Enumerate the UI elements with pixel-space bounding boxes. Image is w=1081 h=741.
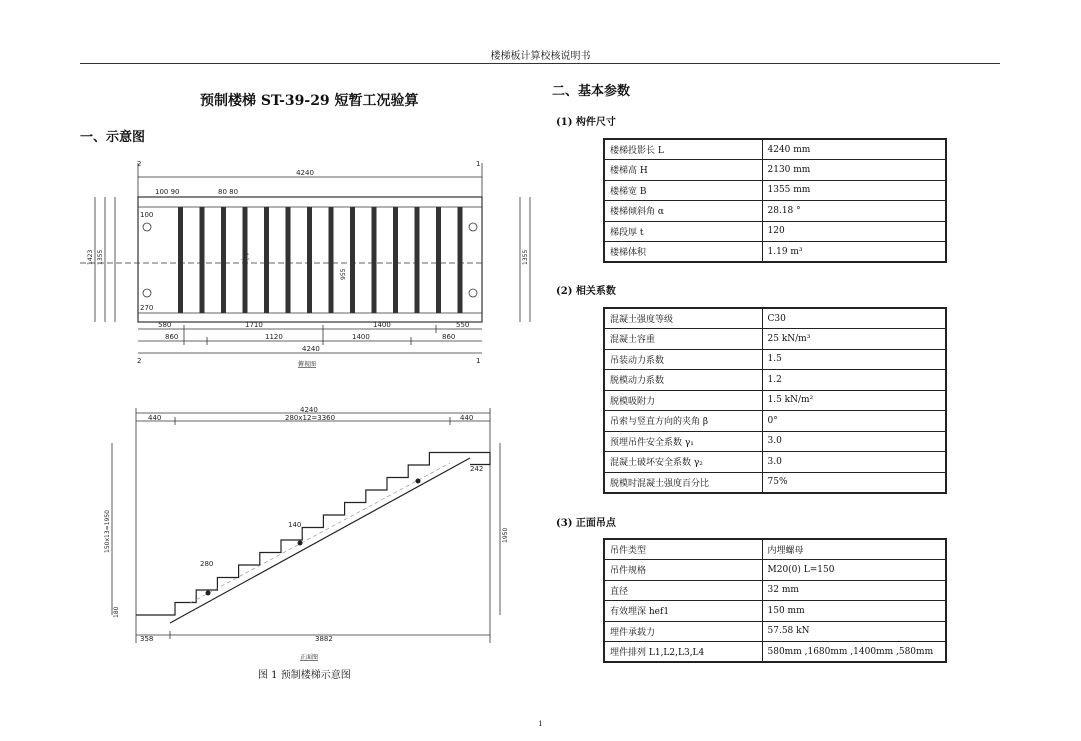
param-value: 1.5 kN/m² <box>762 390 946 411</box>
plan-step-line <box>372 207 377 313</box>
param-name: 混凝土容重 <box>604 329 762 350</box>
param-name: 直径 <box>604 580 762 601</box>
plan-view-drawing <box>80 155 540 370</box>
plan-bottom-1400: 1400 <box>373 321 391 329</box>
table-row <box>604 242 946 263</box>
param-value: 1.2 <box>762 370 946 391</box>
plan-bottom-total: 4240 <box>302 345 320 353</box>
plan-view-label: 俯视图 <box>298 361 317 368</box>
param-name: 脱模动力系数 <box>604 370 762 391</box>
param-value: 75% <box>762 472 946 493</box>
table-row <box>604 452 946 473</box>
elev-dim-280: 280 <box>200 560 214 568</box>
plan-left-1355: 1355 <box>97 249 104 265</box>
param-name: 埋件承载力 <box>604 621 762 642</box>
param-name: 楼梯体积 <box>604 242 762 263</box>
table-row <box>604 139 946 160</box>
param-value: 57.58 kN <box>762 621 946 642</box>
plan-bottom-580: 580 <box>158 321 172 329</box>
plan-dim-80-80: 80 80 <box>218 188 239 196</box>
param-name: 梯段厚 t <box>604 221 762 242</box>
plan-step-line <box>286 207 291 313</box>
elev-dim-top: 4240 <box>300 406 318 414</box>
plan-sec-2-bottom: 2 <box>137 357 142 365</box>
plan-dim-955: 955 <box>340 268 347 280</box>
plan-step-line <box>350 207 355 313</box>
plan-right-1355: 1355 <box>522 249 529 265</box>
plan-bottom-1400b: 1400 <box>352 333 370 341</box>
param-name: 脱模吸附力 <box>604 390 762 411</box>
table-coefficients <box>603 307 947 494</box>
plan-step-line <box>178 207 183 313</box>
sub-1-heading: (1) 构件尺寸 <box>556 117 616 128</box>
table-row <box>604 329 946 350</box>
elev-dim-440a: 440 <box>148 414 162 422</box>
figure-caption: 图 1 预制楼梯示意图 <box>258 670 351 681</box>
table-row <box>604 411 946 432</box>
page-title: 预制楼梯 ST-39-29 短暂工况验算 <box>200 93 419 109</box>
table-row <box>604 370 946 391</box>
table-row <box>604 431 946 452</box>
elev-dim-mid: 280x12=3360 <box>285 414 336 422</box>
param-value: 1.19 m³ <box>762 242 946 263</box>
table-row <box>604 390 946 411</box>
param-value: M20(0) L=150 <box>762 560 946 581</box>
elev-dim-440b: 440 <box>460 414 474 422</box>
table-row <box>604 308 946 329</box>
param-name: 混凝土破坏安全系数 γ₂ <box>604 452 762 473</box>
section-2-heading: 二、基本参数 <box>552 84 631 99</box>
elev-dim-1950-left: 150x13=1950 <box>104 510 111 553</box>
param-value: 150 mm <box>762 601 946 622</box>
param-value: 2130 mm <box>762 160 946 181</box>
plan-left-1423: 1423 <box>87 249 94 265</box>
table-row <box>604 160 946 181</box>
header-rule <box>80 63 1000 64</box>
table-row <box>604 580 946 601</box>
plan-step-line <box>264 207 269 313</box>
plan-dim-top: 4240 <box>296 169 314 177</box>
plan-step-line <box>436 207 441 313</box>
plan-bottom-1120: 1120 <box>265 333 283 341</box>
table-row <box>604 642 946 663</box>
table-row <box>604 560 946 581</box>
plan-step-line <box>200 207 205 313</box>
plan-mark-up: 上 <box>240 251 250 262</box>
plan-step-line <box>458 207 463 313</box>
param-value: 28.18 ° <box>762 201 946 222</box>
elev-dim-358: 358 <box>140 635 154 643</box>
elev-dim-180: 180 <box>113 606 120 618</box>
param-name: 混凝土强度等级 <box>604 308 762 329</box>
plan-sec-1-bottom: 1 <box>476 357 481 365</box>
page-header: 楼梯板计算校核说明书 <box>490 51 591 62</box>
sub-2-heading: (2) 相关系数 <box>556 286 616 297</box>
plan-dim-270: 270 <box>140 304 154 312</box>
plan-bottom-860a: 860 <box>165 333 179 341</box>
section-1-heading: 一、示意图 <box>80 130 146 145</box>
elevation-view-drawing <box>100 403 525 665</box>
table-row <box>604 349 946 370</box>
table-row <box>604 472 946 493</box>
param-value: 25 kN/m³ <box>762 329 946 350</box>
table-row <box>604 221 946 242</box>
elev-dim-140: 140 <box>288 521 302 529</box>
param-value: 1355 mm <box>762 180 946 201</box>
param-name: 埋件排列 L1,L2,L3,L4 <box>604 642 762 663</box>
elev-view-label: 正面图 <box>300 654 319 661</box>
plan-sec-2-top: 2 <box>137 160 142 168</box>
param-value: 580mm ,1680mm ,1400mm ,580mm <box>762 642 946 663</box>
param-value: 4240 mm <box>762 139 946 160</box>
table-row <box>604 201 946 222</box>
param-value: 3.0 <box>762 452 946 473</box>
param-value: 0° <box>762 411 946 432</box>
plan-step-line <box>329 207 334 313</box>
plan-step-line <box>415 207 420 313</box>
table-lift-points <box>603 538 947 663</box>
param-value: 3.0 <box>762 431 946 452</box>
table-row <box>604 601 946 622</box>
plan-step-line <box>393 207 398 313</box>
param-name: 楼梯高 H <box>604 160 762 181</box>
table-row <box>604 621 946 642</box>
param-name: 楼梯倾斜角 α <box>604 201 762 222</box>
elev-dim-3882: 3882 <box>315 635 333 643</box>
param-value: 1.5 <box>762 349 946 370</box>
param-name: 吊装动力系数 <box>604 349 762 370</box>
param-name: 楼梯投影长 L <box>604 139 762 160</box>
param-value: 120 <box>762 221 946 242</box>
plan-dim-100: 100 <box>140 211 154 219</box>
elev-dim-1950-right: 1950 <box>502 527 509 543</box>
param-name: 吊索与竖直方向的夹角 β <box>604 411 762 432</box>
plan-bottom-550: 550 <box>456 321 470 329</box>
param-name: 预埋吊件安全系数 γ₁ <box>604 431 762 452</box>
plan-bottom-1710: 1710 <box>245 321 263 329</box>
sub-3-heading: (3) 正面吊点 <box>556 518 616 529</box>
table-dimensions <box>603 138 947 263</box>
param-value: C30 <box>762 308 946 329</box>
plan-dim-100-90: 100 90 <box>155 188 180 196</box>
plan-step-line <box>221 207 226 313</box>
page-number: 1 <box>538 720 543 728</box>
elev-dim-242: 242 <box>470 465 484 473</box>
plan-step-line <box>307 207 312 313</box>
param-name: 楼梯宽 B <box>604 180 762 201</box>
param-value: 32 mm <box>762 580 946 601</box>
param-name: 脱模时混凝土强度百分比 <box>604 472 762 493</box>
param-name: 吊件类型 <box>604 539 762 560</box>
plan-sec-1-top: 1 <box>476 160 481 168</box>
table-row <box>604 180 946 201</box>
param-name: 吊件规格 <box>604 560 762 581</box>
param-name: 有效埋深 hef1 <box>604 601 762 622</box>
param-value: 内埋螺母 <box>762 539 946 560</box>
table-row <box>604 539 946 560</box>
plan-bottom-860b: 860 <box>442 333 456 341</box>
